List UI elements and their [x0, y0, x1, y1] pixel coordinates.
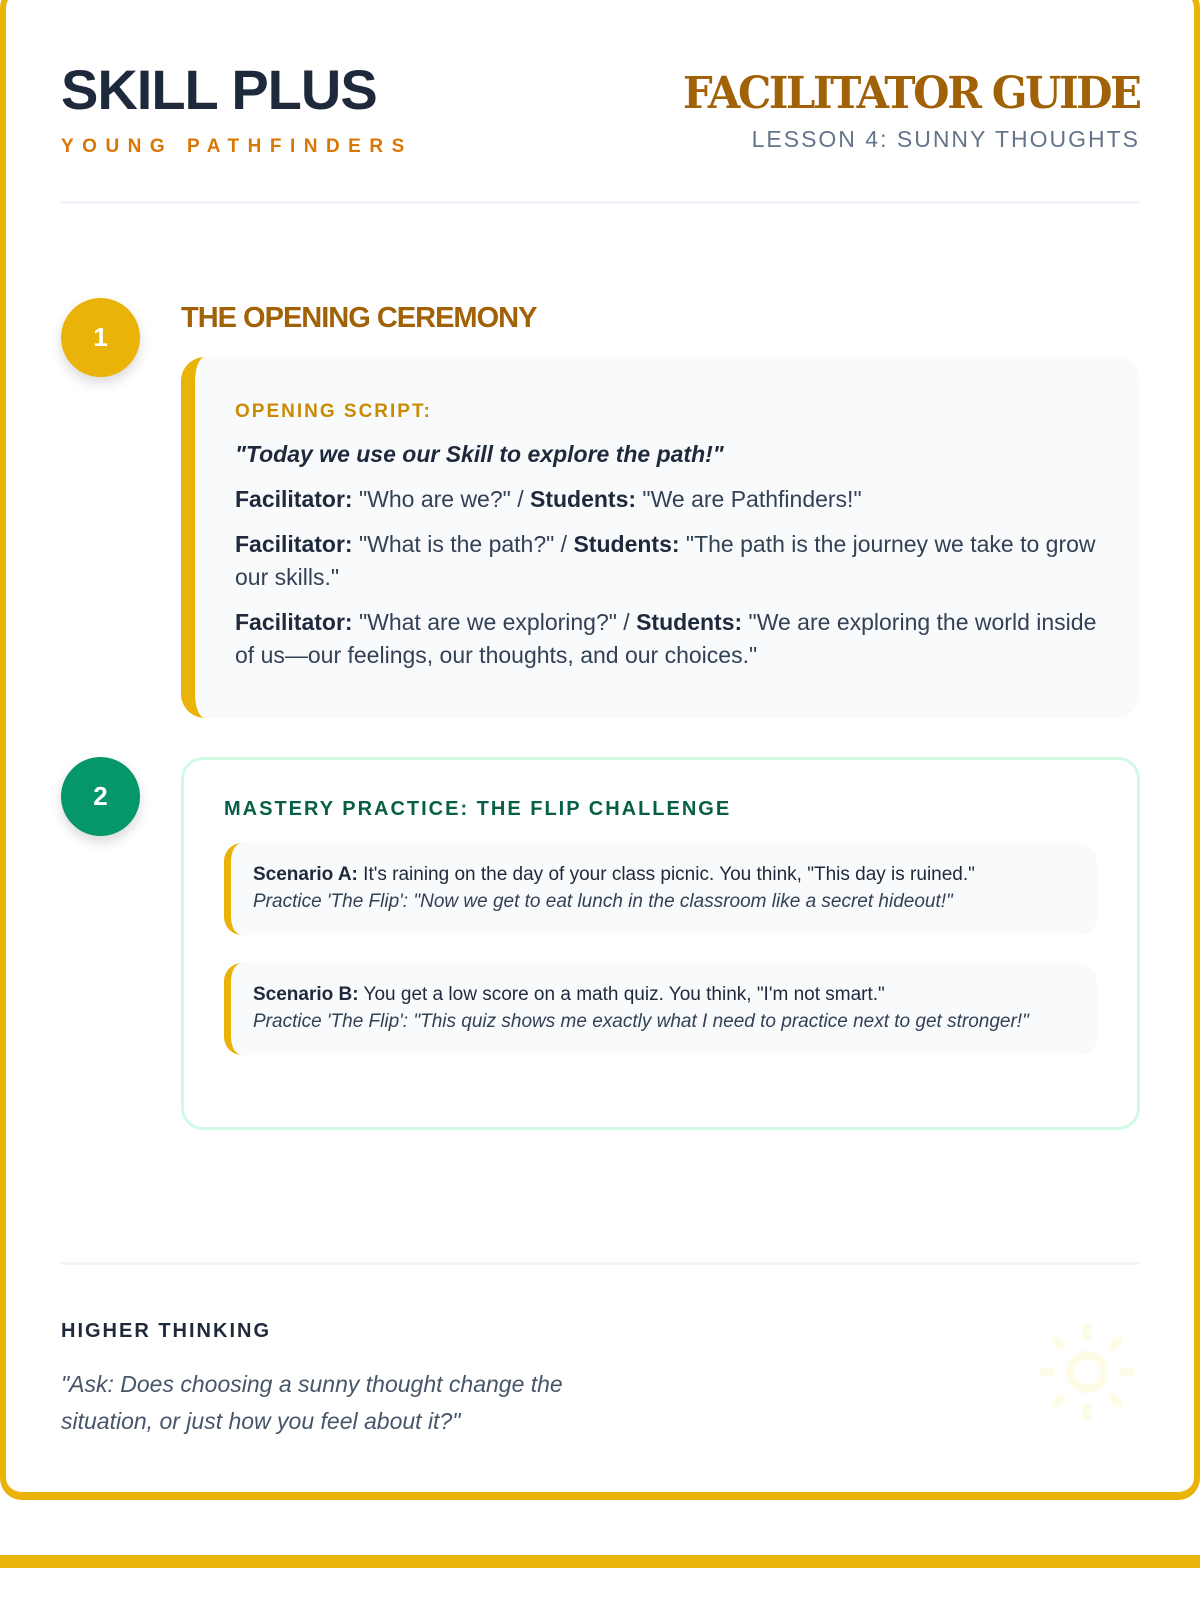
scenario-text: You get a low score on a math quiz. You think, "I'm not smart."	[358, 984, 885, 1005]
footer-divider	[61, 1262, 1139, 1265]
flip-text: Practice 'The Flip': "Now we get to eat lunch in the classroom like a secret hideout!"	[253, 891, 953, 912]
flip-text: Practice 'The Flip': "This quiz shows me exactly what I need to practice next to get stronger!"	[253, 1011, 1029, 1032]
step-number-2: 2	[61, 757, 140, 836]
guide-header	[659, 68, 1140, 153]
section-title: THE OPENING CEREMONY	[181, 302, 537, 334]
facilitator-text: "What are we exploring?" /	[352, 609, 637, 635]
script-label: OPENING SCRIPT:	[235, 401, 432, 422]
students-label: Students:	[636, 609, 743, 635]
students-text: "We are Pathfinders!"	[636, 486, 862, 512]
header-divider	[61, 201, 1139, 204]
step-number-1: 1	[61, 298, 140, 377]
facilitator-text: "Who are we?" /	[352, 486, 530, 512]
brand-tagline: YOUNG PATHFINDERS	[61, 136, 413, 157]
sun-icon	[1037, 1322, 1137, 1427]
scenario-card	[224, 963, 1097, 1055]
practice-title: MASTERY PRACTICE: THE FLIP CHALLENGE	[224, 798, 732, 820]
flip-challenge-card	[181, 757, 1140, 1130]
students-label: Students:	[529, 486, 637, 512]
facilitator-text: "What is the path?" /	[352, 531, 574, 557]
lesson-title: LESSON 4: SUNNY THOUGHTS	[751, 126, 1140, 152]
facilitator-label: Facilitator:	[235, 486, 353, 512]
script-quote: "Today we use our Skill to explore the path!"	[235, 441, 724, 467]
bottom-bar	[0, 1555, 1200, 1568]
students-text: "The path is the journey we take to grow our skills."	[235, 531, 1096, 590]
brand-title: SKILL PLUS	[61, 58, 377, 121]
script-line	[235, 606, 1100, 672]
higher-thinking-title: HIGHER THINKING	[61, 1320, 271, 1342]
script-line	[235, 528, 1100, 594]
doc-title: FACILITATOR GUIDE	[683, 68, 1140, 119]
scenario-card	[224, 843, 1097, 935]
facilitator-label: Facilitator:	[235, 609, 353, 635]
students-text: "We are exploring the world inside of us—our feelings, our thoughts, and our choices."	[235, 609, 1097, 668]
opening-script-card	[181, 357, 1140, 718]
facilitator-label: Facilitator:	[235, 531, 353, 557]
scenario-text: It's raining on the day of your class picnic. You think, "This day is ruined."	[357, 864, 975, 885]
script-line	[235, 483, 1100, 516]
students-label: Students:	[573, 531, 680, 557]
scenario-label: Scenario B:	[253, 984, 359, 1005]
higher-thinking-quote: "Ask: Does choosing a sunny thought change the situation, or just how you feel about it?"	[61, 1371, 563, 1434]
brand	[61, 60, 413, 158]
scenario-label: Scenario A:	[253, 864, 358, 885]
